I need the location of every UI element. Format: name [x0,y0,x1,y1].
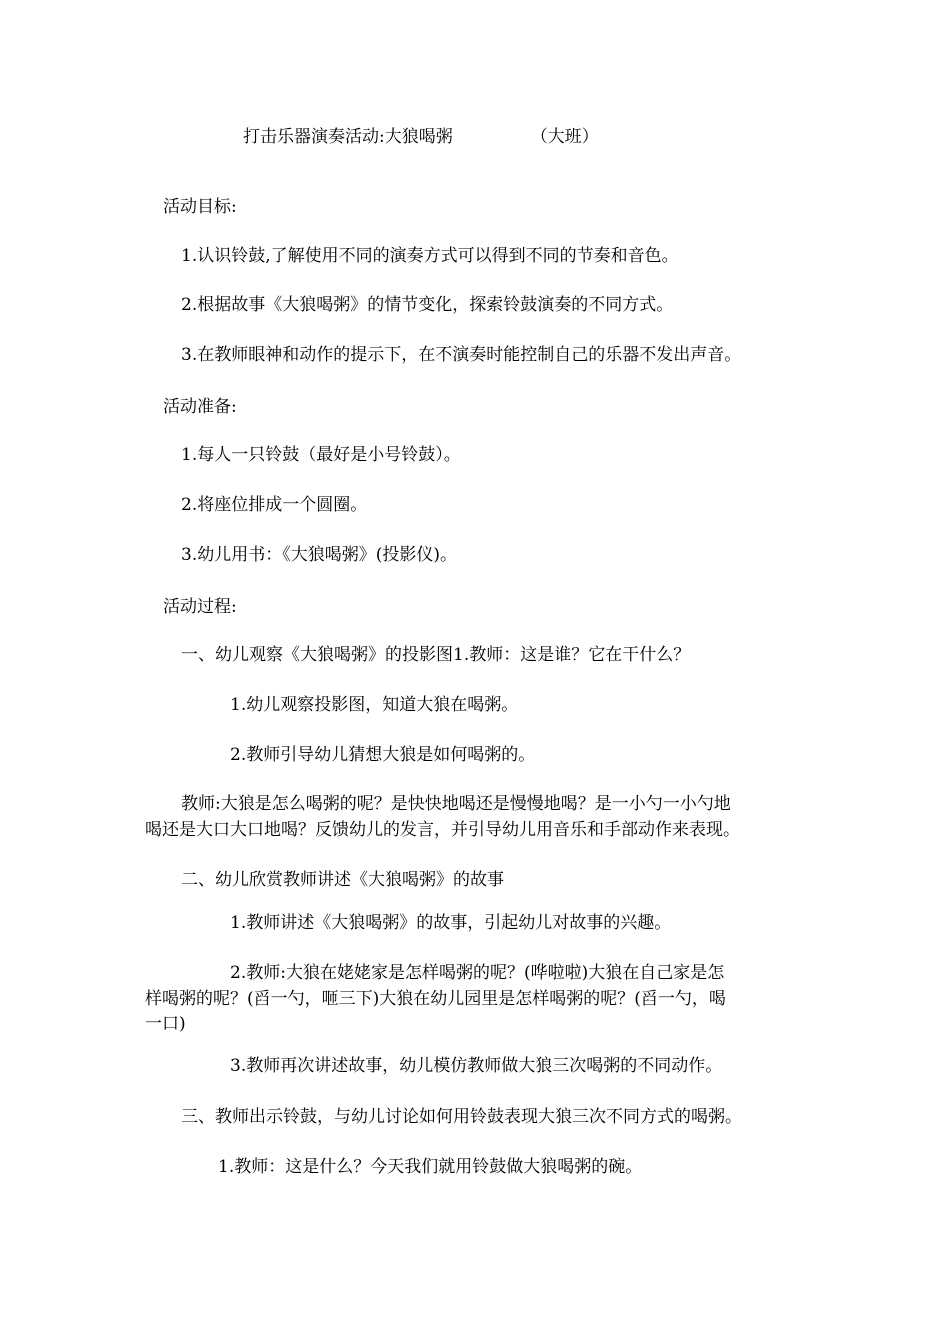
process-heading: 活动过程: [163,597,237,617]
prep-item: 1.每人一只铃鼓（最好是小号铃鼓）。 [181,445,461,465]
step-one-item: 2.教师引导幼儿猜想大狼是如何喝粥的。 [230,745,536,765]
prep-heading: 活动准备: [163,397,237,417]
step-two-item-line: 样喝粥的呢？(舀一勺，咂三下)大狼在幼儿园里是怎样喝粥的呢？(舀一勺，喝 [145,989,726,1009]
step-two-item: 1.教师讲述《大狼喝粥》的故事，引起幼儿对故事的兴趣。 [230,913,672,933]
grade-label: （大班） [530,127,599,147]
step-two-item-line: 一口) [145,1014,186,1034]
goal-item: 1.认识铃鼓,了解使用不同的演奏方式可以得到不同的节奏和音色。 [181,246,679,266]
step-three-item: 1.教师：这是什么？今天我们就用铃鼓做大狼喝粥的碗。 [218,1157,643,1177]
goal-item: 2.根据故事《大狼喝粥》的情节变化，探索铃鼓演奏的不同方式。 [181,295,674,315]
step-two-item-line: 2.教师:大狼在姥姥家是怎样喝粥的呢？(哗啦啦)大狼在自己家是怎 [230,963,725,983]
teacher-paragraph-line: 喝还是大口大口地喝？反馈幼儿的发言，并引导幼儿用音乐和手部动作来表现。 [145,820,740,840]
goals-heading: 活动目标: [163,197,237,217]
prep-item: 2.将座位排成一个圆圈。 [181,495,368,515]
step-two-heading: 二、幼儿欣赏教师讲述《大狼喝粥》的故事 [181,870,504,890]
prep-item: 3.幼儿用书：《大狼喝粥》(投影仪)。 [181,545,457,565]
step-two-item: 3.教师再次讲述故事，幼儿模仿教师做大狼三次喝粥的不同动作。 [230,1056,723,1076]
step-three-heading: 三、教师出示铃鼓，与幼儿讨论如何用铃鼓表现大狼三次不同方式的喝粥。 [181,1107,742,1127]
goal-item: 3.在教师眼神和动作的提示下，在不演奏时能控制自己的乐器不发出声音。 [181,345,742,365]
step-one-heading: 一、幼儿观察《大狼喝粥》的投影图1.教师：这是谁？它在干什么？ [181,645,691,665]
document-title-line [243,126,599,148]
step-one-item: 1.幼儿观察投影图，知道大狼在喝粥。 [230,695,519,715]
document-title: 打击乐器演奏活动:大狼喝粥 [243,127,453,147]
teacher-paragraph-line: 教师:大狼是怎么喝粥的呢？是快快地喝还是慢慢地喝？是一小勺一小勺地 [181,794,731,814]
